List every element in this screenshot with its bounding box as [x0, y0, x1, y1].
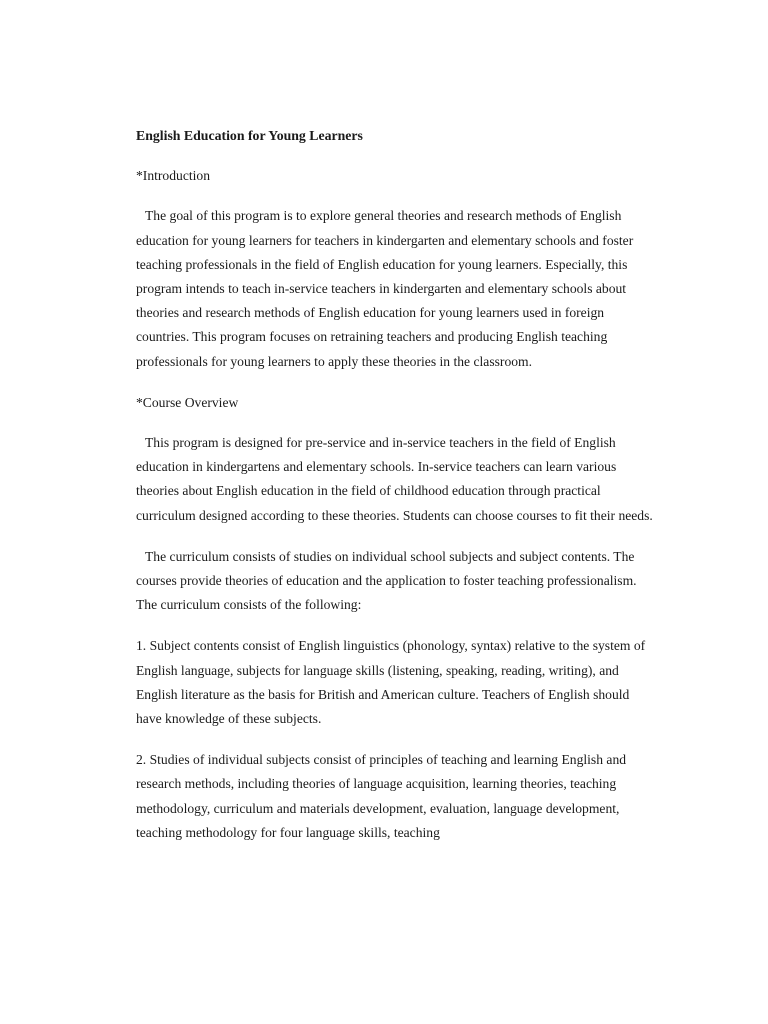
- introduction-paragraph: The goal of this program is to explore general theories and research methods of English education for young learners for teachers in kindergarten and elementary schools and foster teaching professionals in the field of English education for young learners. Especially, this program intends to teach in-service teachers in kindergarten and elementary schools about theories and research methods of English education for young learners used in foreign countries. This program focuses on retraining teachers and producing English teaching professionals for young learners to apply these theories in the classroom.: [136, 208, 637, 369]
- curriculum-item-1: 1. Subject contents consist of English linguistics (phonology, syntax) relative to the system of English language, subjects for language skills (listening, speaking, reading, writing), and English literature as the basis for British and American culture. Teachers of English should have knowledge of these subjects.: [136, 638, 646, 727]
- course-overview-paragraph-2: The curriculum consists of studies on individual school subjects and subject contents. The courses provide theories of education and the application to foster teaching professionalism. The curriculum consists of the following:: [136, 548, 640, 613]
- course-overview-paragraph-1: This program is designed for pre-service and in-service teachers in the field of English education in kindergartens and elementary schools. In-service teachers can learn various theories about English education in the field of childhood education through practical curriculum designed according to these theories. Students can choose courses to fit their needs.: [136, 435, 653, 523]
- curriculum-item-2: 2. Studies of individual subjects consist of principles of teaching and learning English and research methods, including theories of language acquisition, learning theories, teaching methodology, curriculum and materials development, evaluation, language development, teaching methodology for four language skills, teaching: [136, 752, 627, 840]
- section-heading-course-overview: *Course Overview: [136, 394, 239, 410]
- document-title: English Education for Young Learners: [136, 128, 363, 143]
- document-body: [136, 124, 656, 862]
- section-heading-introduction: *Introduction: [136, 168, 210, 184]
